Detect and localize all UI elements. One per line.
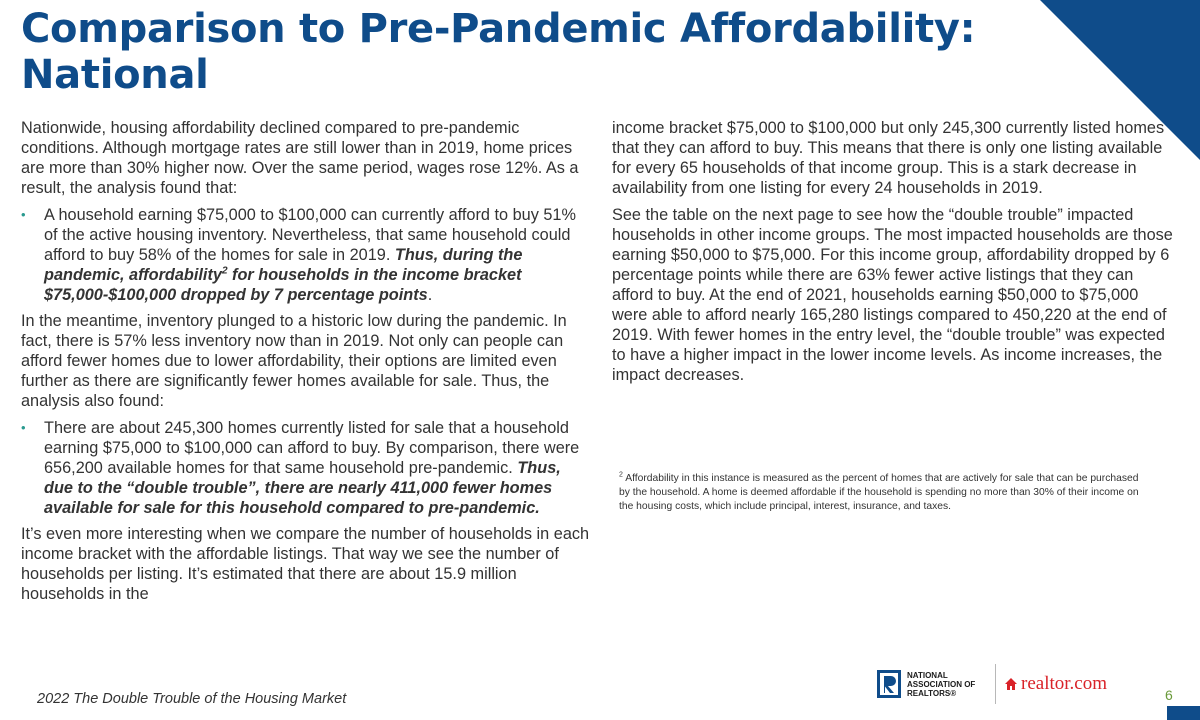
- footnote: $^2$ Affordability in this instance is measured as the percent of homes that are actively for sale that can be purchased by the household. A home is deemed affordable if the household is spending no more than 30% of their income on the housing costs, which include principal, interest, insurance, and taxes.: [619, 471, 1139, 512]
- left-column: [21, 118, 591, 611]
- corner-accent: [1167, 706, 1200, 720]
- footnote-ref: 2: [221, 265, 228, 277]
- bullet-list: [21, 418, 591, 518]
- emphasis-text: Thus, due to the “double trouble”, there are nearly 411,000 fewer homes available for sale for this household compared to pre-pandemic.: [44, 459, 561, 517]
- logo-bar: [873, 658, 1135, 710]
- emphasis-text: Thus, during the pandemic, affordability: [44, 246, 523, 284]
- paragraph: See the table on the next page to see how the “double trouble” impacted households in other income groups. The most impacted households are those earning $50,000 to $75,000. For this income group, affordability dropped by 6 percentage points while there are 63% fewer active listings that they can afford to buy. At the end of 2021, households earning $50,000 to $75,000 were able to afford nearly 165,280 listings compared to 450,220 at the end of 2019. With fewer homes in the entry level, the “double trouble” was expected to have a higher impact in the lower income levels. As income increases, the impact decreases.: [612, 206, 1173, 384]
- right-column: [612, 118, 1178, 392]
- house-icon: [1004, 677, 1018, 691]
- paragraph: income bracket $75,000 to $100,000 but only 245,300 currently listed homes that they can afford to buy. This means that there is only one listing available for every 65 households of that income group. This is a stark decrease in availability from one listing for every 24 households in 2019.: [612, 119, 1165, 197]
- logo-divider: [995, 664, 996, 704]
- page-title: Comparison to Pre-Pandemic Affordability: National: [21, 6, 976, 98]
- list-item: • There are about 245,300 homes currently listed for sale that a household earning $75,000 to $100,000 can afford to buy. By comparison, there were 656,200 available homes for that same household pre-pandemic. Thus, due to the “double trouble”, there are nearly 411,000 fewer homes available for sale for this household compared to pre-pandemic.: [21, 419, 580, 517]
- nar-wordmark: NATIONAL ASSOCIATION OF REALTORS®: [907, 670, 976, 698]
- bullet-list: [21, 205, 591, 305]
- footnote-marker: 2: [619, 471, 623, 479]
- emphasis-text: for households in the income bracket $75,000-$100,000 dropped by 7 percentage points: [44, 266, 522, 304]
- paragraph: In the meantime, inventory plunged to a historic low during the pandemic. In fact, there is 57% less inventory now than in 2019. Not only can people can afford fewer homes due to lower affordability, their options are limited even further as there are significantly fewer homes available for sale. Thus, the analysis also found:: [21, 312, 567, 410]
- page-number: 6: [1165, 687, 1173, 703]
- bullet-dot-icon: •: [21, 207, 26, 222]
- realtor-logo: realtor.com: [1004, 673, 1107, 695]
- paragraph: Nationwide, housing affordability declined compared to pre-pandemic conditions. Although mortgage rates are still lower than in 2019, home prices are more than 30% higher now. Over the same period, wages rose 12%. As a result, the analysis found that:: [21, 119, 579, 197]
- paragraph: It’s even more interesting when we compare the number of households in each income bracket with the affordable listings. That way we see the number of households per listing. It’s estimated that there are about 15.9 million households in the: [21, 525, 590, 603]
- list-item: • A household earning $75,000 to $100,000 can currently afford to buy 51% of the active housing inventory. Nevertheless, that same household could afford to buy 58% of the homes for sale in 2019. Thus, during the pandemic, affordability$^2$ for households in the income bracket $75,000-$100,000 dropped by 7 percentage points.: [21, 206, 576, 304]
- nar-logo-icon: [877, 670, 901, 698]
- bullet-dot-icon: •: [21, 420, 26, 435]
- footer-title: 2022 The Double Trouble of the Housing Market: [37, 691, 347, 707]
